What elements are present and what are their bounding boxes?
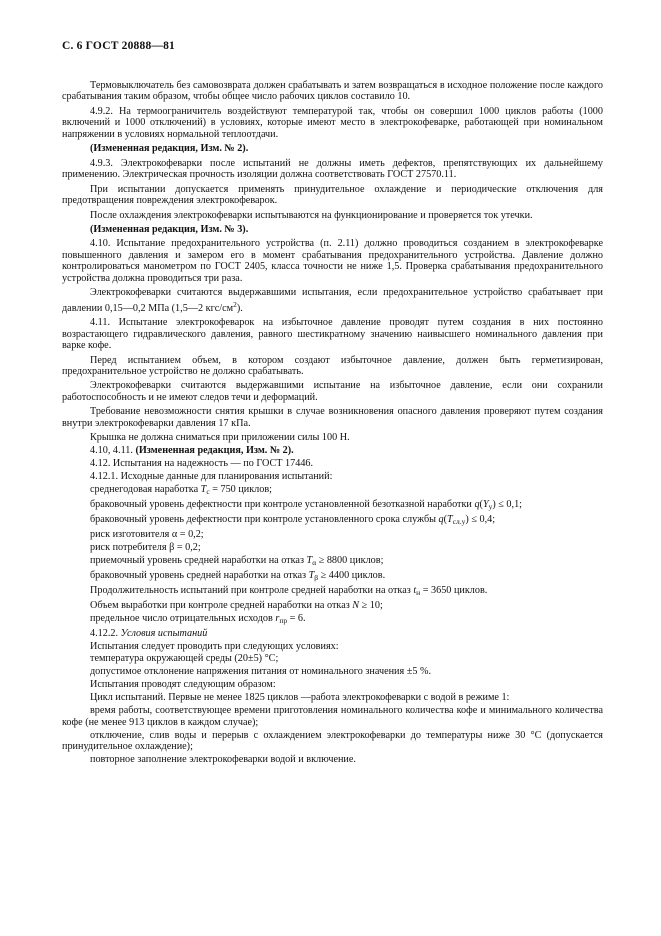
text: Продолжительность испытаний при контроле средней наработки на отказ (90, 584, 414, 596)
paragraph: При испытании допускается применять принудительное охлаждение и периодические отключения для предотвращения повреждения электрокофеварок. (62, 183, 603, 207)
text: браковочный уровень дефектности при контроле установленного срока службы (90, 513, 439, 525)
text: браковочный уровень средней наработки на отказ (90, 569, 309, 581)
text: 4.10, 4.11. (90, 445, 136, 457)
text: ( (443, 513, 448, 525)
paragraph: Крышка не должна сниматься при приложении силы 100 Н. (90, 432, 350, 444)
text: Объем выработки при контроле средней наработки на отказ (90, 599, 353, 611)
text: ≥ 4400 циклов. (318, 569, 386, 581)
list-item (62, 555, 603, 568)
subscript: y (488, 502, 493, 511)
subscript: α (312, 557, 317, 567)
list-item (62, 514, 603, 527)
text: ) ≤ 0,1; (492, 499, 523, 510)
variable: T (447, 513, 453, 525)
paragraph: Испытания следует проводить при следующих условиях: (90, 640, 339, 652)
page-header: С. 6 ГОСТ 20888—81 (62, 40, 175, 52)
list-item: риск изготовителя α = 0,2; (90, 528, 204, 540)
paragraph: После охлаждения электрокофеварки испытываются на функционирование и проверяется ток утечки. (90, 209, 533, 221)
text: среднегодовая наработка (90, 484, 201, 496)
paragraph: Электрокофеварки считаются выдержавшими испытание на избыточное давление, если они сохранили работоспособность и не имеют следов течи и деформаций. (62, 380, 603, 403)
subscript: c (206, 487, 210, 497)
list-item (62, 499, 603, 512)
paragraph: Требование невозможности снятия крышки в случае возникновения опасного давления проверяют путем создания внутри электрокофеварки давления 17 кПа. (62, 406, 603, 429)
text: ≥ 10; (359, 599, 383, 611)
text: = 3650 циклов. (420, 584, 488, 596)
text: ) ≤ 0,4; (465, 513, 496, 525)
text: предельное число отрицательных исходов (90, 612, 276, 624)
variable: t (413, 584, 417, 596)
list-item (62, 570, 603, 583)
variable: T (306, 554, 313, 566)
text: = 750 циклов; (209, 484, 272, 496)
variable: q (474, 499, 480, 510)
variable: T (200, 484, 207, 496)
paragraph: 4.9.3. Электрокофеварки после испытаний не должны иметь дефектов, препятствующих их дальнейшему применению. Электрическая прочность изоляции должна соответствовать ГОСТ 27570.11. (62, 157, 603, 181)
text: ( (479, 499, 483, 510)
section-title: Условия испытаний (120, 627, 208, 639)
list-item (62, 613, 603, 626)
paragraph: 4.12.1. Исходные данные для планирования испытаний: (90, 471, 333, 483)
text: ≥ 8800 циклов; (316, 554, 384, 566)
subscript: н (416, 587, 421, 597)
section-heading (62, 628, 603, 639)
text: браковочный уровень дефектности при контроле установленной безотказной наработки (90, 499, 475, 510)
list-item: отключение, слив воды и перерыв с охлаждением электрокофеварки до температуры ниже 30 °С (допускается принудительное охлаждение); (62, 729, 603, 753)
text: приемочный уровень средней наработки на отказ (90, 554, 307, 566)
document-body (62, 80, 603, 767)
paragraph (62, 287, 603, 314)
text: 4.12.2. (90, 627, 121, 639)
text: ). (236, 302, 243, 314)
list-item (62, 600, 603, 611)
paragraph: 4.10. Испытание предохранительного устройства (п. 2.11) должно проводиться созданием в электрокофеварке повышенного давления и замером его в момент срабатывания предохранительного устройства. Давление должно контролироваться манометром по ГОСТ 2405, класса точности не ниже 1,5. Проверка срабатывания предохранительного устройства должна проводиться три раза. (62, 238, 603, 284)
paragraph: Перед испытанием объем, в котором создают избыточное давление, должен быть герметизирован, предохранительное устройство не должно срабатывать. (62, 354, 603, 377)
paragraph: Термовыключатель без самовозврата должен срабатывать и затем возвращаться в исходное положение после каждого срабатывания таким образом, чтобы общее число рабочих циклов составило 10. (62, 80, 603, 103)
text: = 6. (287, 612, 306, 624)
list-item (62, 484, 603, 497)
amendment-note: (Измененная редакция, Изм. № 2). (135, 445, 294, 457)
variable: r (275, 612, 280, 624)
list-item: повторное заполнение электрокофеварки водой и включение. (90, 754, 356, 766)
subscript: β (314, 572, 319, 582)
variable: q (438, 513, 444, 525)
variable: T (308, 569, 315, 581)
text: Электрокофеварки считаются выдержавшими испытания, если предохранительное устройство срабатывает при давлении 0,15—0,2 МПа (1,5—2 кгс/см (62, 287, 603, 314)
paragraph (62, 445, 603, 456)
paragraph: Цикл испытаний. Первые не менее 1825 циклов —работа электрокофеварки с водой в режиме 1: (90, 692, 510, 704)
list-item: время работы, соответствующее времени приготовления номинального количества кофе и минимального количества кофе (не менее 913 циклов в каждом случае); (62, 705, 603, 728)
list-item: риск потребителя β = 0,2; (90, 541, 201, 553)
paragraph: 4.11. Испытание электрокофеварок на избыточное давление проводят путем создания в них постоянно возрастающего гидравлического давления, равного шестикратному значению наивысшего номинального давления при варке кофе. (62, 317, 603, 352)
amendment-note: (Измененная редакция, Изм. № 2). (90, 143, 249, 155)
superscript: 2 (233, 299, 237, 309)
variable: Y (482, 499, 489, 510)
paragraph: 4.12. Испытания на надежность — по ГОСТ 17446. (90, 458, 314, 470)
variable: N (352, 599, 360, 611)
list-item: допустимое отклонение напряжения питания от номинального значения ±5 %. (90, 666, 431, 678)
subscript: сл.у (452, 516, 466, 526)
list-item: температура окружающей среды (20±5) °С; (90, 653, 279, 665)
list-item (62, 585, 603, 598)
paragraph: 4.9.2. На термоограничитель воздействуют температурой так, чтобы он совершил 1000 циклов работы (1000 включений и 1000 отключений) в условиях, которые имеют место в электрокофеварке, работающей при номинальном напряжении в условиях нормальной теплоотдачи. (62, 105, 603, 140)
subscript: пр (279, 615, 288, 625)
amendment-note: (Измененная редакция, Изм. № 3). (90, 223, 249, 235)
paragraph: Испытания проводят следующим образом: (90, 679, 276, 691)
